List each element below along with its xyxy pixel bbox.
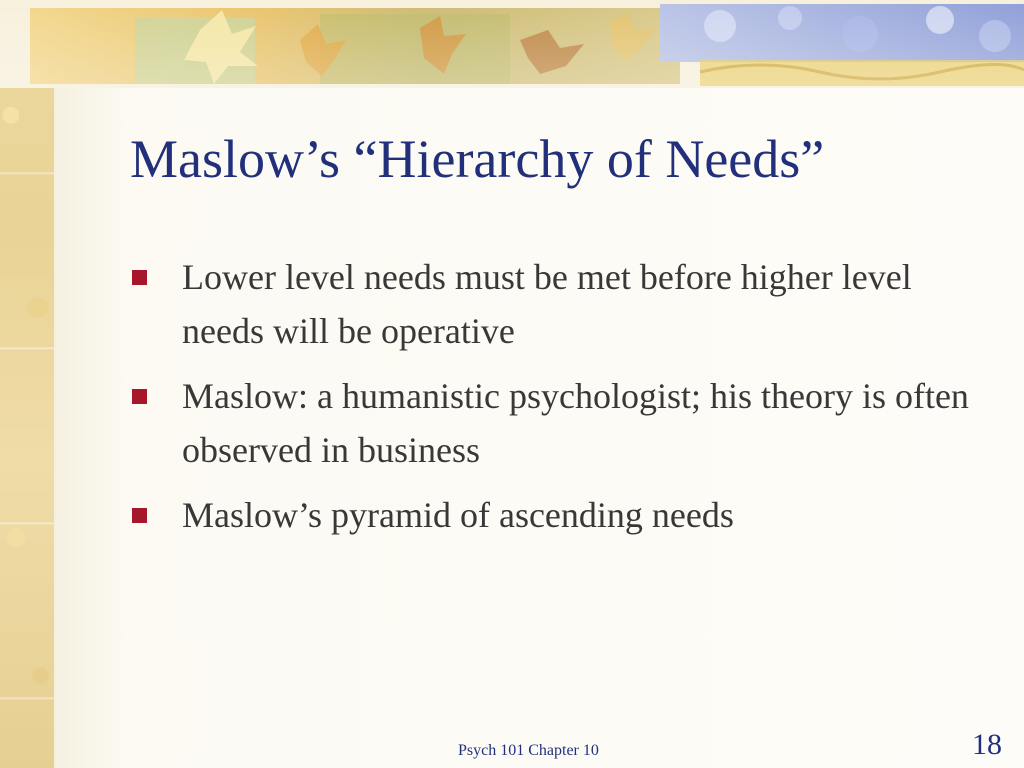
square-bullet-icon: [132, 389, 147, 404]
bullet-text: Lower level needs must be met before higher level needs will be operative: [182, 257, 912, 351]
bullet-item: [130, 250, 990, 358]
slide-number: 18: [972, 728, 1002, 761]
square-bullet-icon: [132, 270, 147, 285]
bullet-text: Maslow’s pyramid of ascending needs: [182, 495, 734, 535]
autumn-leaves-banner-image: [0, 0, 1024, 88]
bullet-list: [130, 250, 990, 553]
left-texture-strip: [0, 0, 54, 768]
slide-title: Maslow’s “Hierarchy of Needs”: [130, 129, 825, 189]
slide-footer: Psych 101 Chapter 10: [458, 742, 599, 759]
top-banner-image: [0, 0, 1024, 88]
bullet-text: Maslow: a humanistic psychologist; his theory is often observed in business: [182, 376, 969, 470]
bullet-item: [130, 488, 990, 542]
bullet-item: [130, 369, 990, 477]
square-bullet-icon: [132, 508, 147, 523]
